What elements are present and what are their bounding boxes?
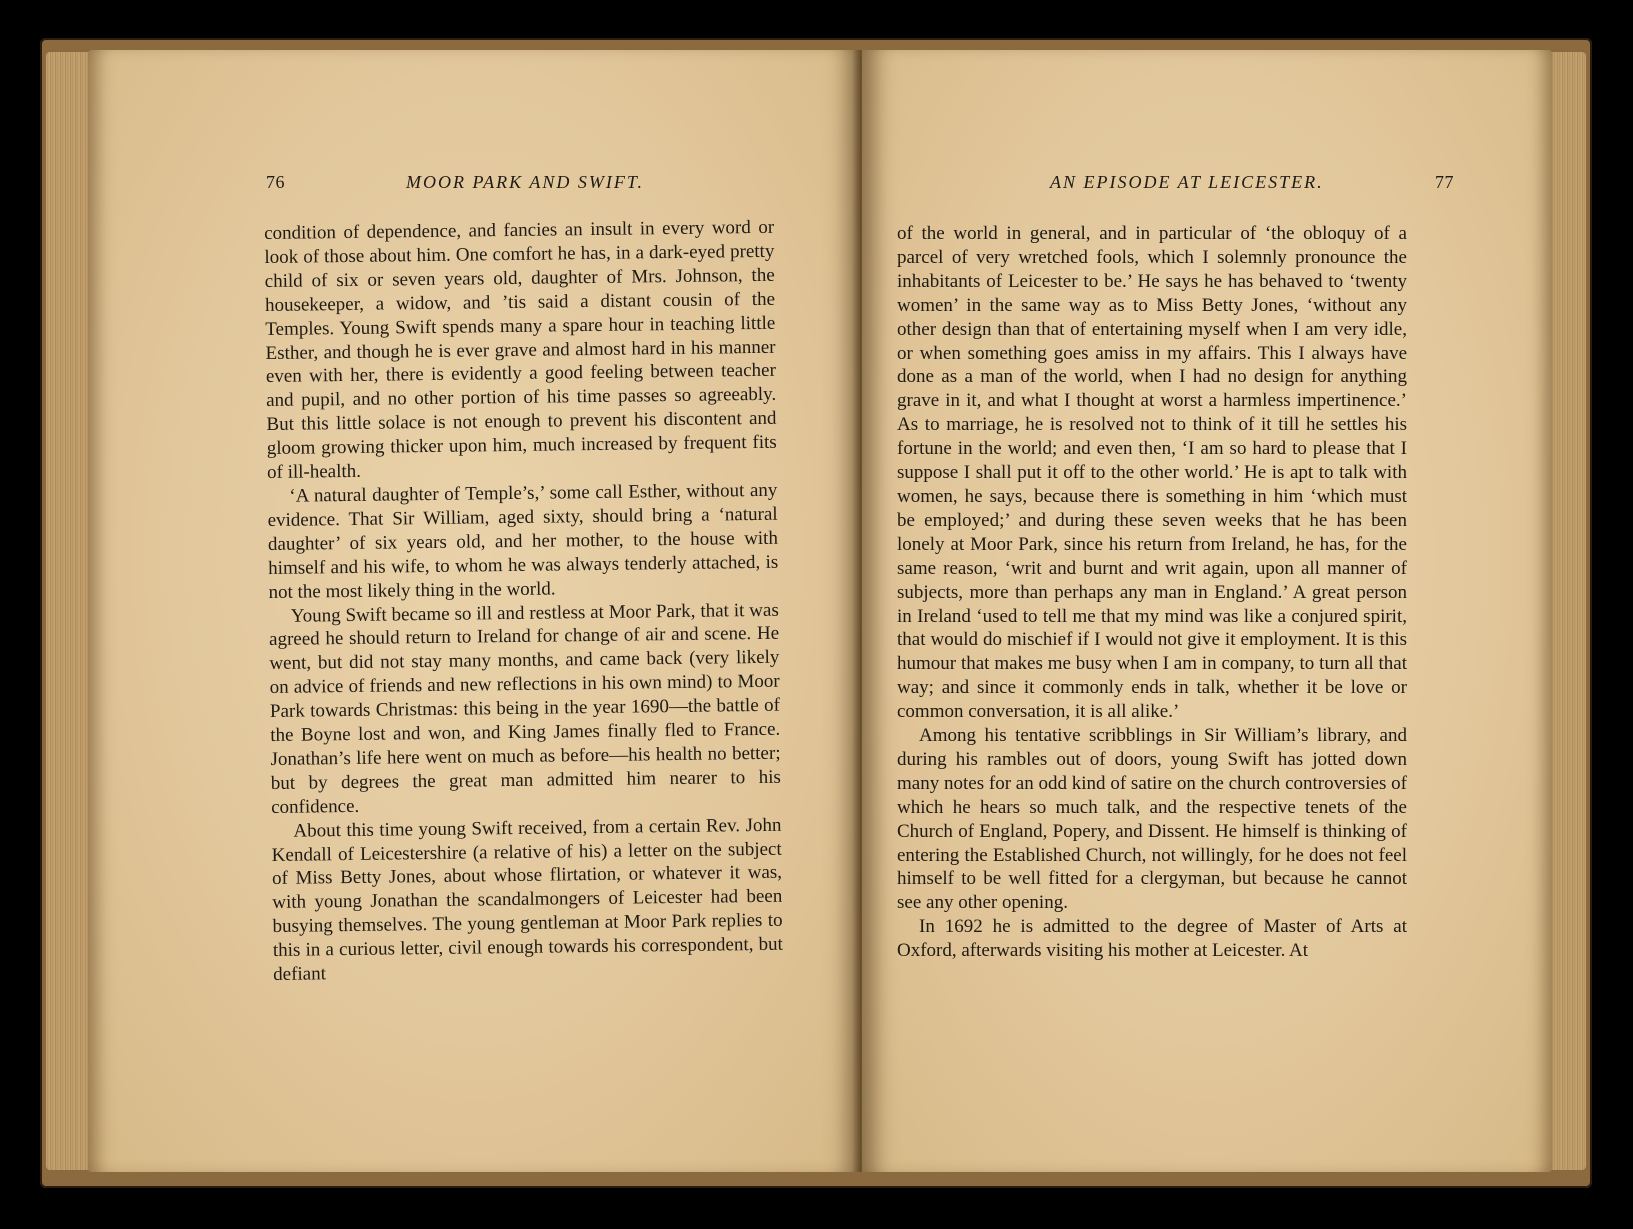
right-page-edges bbox=[1548, 52, 1586, 1170]
paragraph: Young Swift became so ill and restless at Moor Park, that it was agreed he should return to Ireland for change of air and scene. He went, but did not stay many months, and came back (very likely on advice of friends and new reflections in his own mind) to Moor Park towards Christmas: this being in the year 1690—the battle of the Boyne lost and won, and King James finally fled to France. Jonathan’s life here went on much as before—his health no better; but by degrees the great man admitted him nearer to his confidence. bbox=[268, 599, 781, 818]
left-page-number: 76 bbox=[266, 172, 285, 192]
left-page-header bbox=[266, 172, 786, 202]
paragraph: ‘A natural daughter of Temple’s,’ some call Esther, without any evidence. That Sir William, aged sixty, should bring a ‘natural daughter’ of six years old, and her mother, to the house with himself and his wife, to whom he was always tenderly attached, is not the most likely thing in the world. bbox=[267, 479, 779, 603]
right-running-head: AN EPISODE AT LEICESTER. bbox=[1050, 172, 1324, 192]
left-running-head: MOOR PARK AND SWIFT. bbox=[406, 172, 644, 192]
paragraph: Among his tentative scribblings in Sir William’s library, and during his rambles out of doors, young Swift has jotted down many notes for an odd kind of satire on the church controversies of which he hears so much talk, and the respective tenets of the Church of England, Popery, and Dissent. He himself is thinking of entering the Established Church, not willingly, for he does not feel himself to be well fitted for a clergyman, but because he cannot see any other opening. bbox=[897, 725, 1407, 914]
book-cover bbox=[40, 38, 1592, 1188]
left-page bbox=[88, 50, 860, 1172]
paragraph: About this time young Swift received, from a certain Rev. John Kendall of Leicestershire (a relative of his) a letter on the subject of Miss Betty Jones, about whose flirtation, or whatever it was, with young Jonathan the scandalmongers of Leicester had been busying themselves. The young gentleman at Moor Park replies to this in a curious letter, civil enough towards his correspondent, but defiant bbox=[271, 814, 783, 986]
right-page-body bbox=[897, 222, 1407, 963]
paragraph: In 1692 he is admitted to the degree of Master of Arts at Oxford, afterwards visiting his mother at Leicester. At bbox=[897, 916, 1407, 962]
left-page-edges bbox=[46, 52, 90, 1170]
right-page bbox=[862, 50, 1552, 1172]
right-page-header bbox=[1050, 172, 1490, 202]
paragraph: of the world in general, and in particular of ‘the obloquy of a parcel of very wretched fools, which I solemnly pronounce the inhabitants of Leicester to be.’ He says he has behaved to ‘twenty women’ in the same way as to Miss Betty Jones, ‘without any other design than that of entertaining myself when I am very idle, or when something goes amiss in my affairs. This I always have done as a man of the world, when I had no design for anything grave in it, and what I thought at worst a harmless impertinence.’ As to marriage, he is resolved not to think of it till he settles his fortune in the world; and even then, ‘I am so hard to please that I suppose I shall put it off to the other world.’ He is apt to talk with women, he says, because there is something in him ‘which must be employed;’ and during these seven weeks that he has been lonely at Moor Park, since his return from Ireland, he has, for the same reason, ‘writ and burnt and writ again, upon all manner of subjects, more than perhaps any man in England.’ A great person in Ireland ‘used to tell me that my mind was like a conjured spirit, that would do mischief if I would not give it employment. It is this humour that makes me busy when I am in company, to turn all that way; and since it commonly ends in talk, whether it be love or common conversation, it is all alike.’ bbox=[897, 223, 1407, 723]
paragraph: condition of dependence, and fancies an insult in every word or look of those about him. One comfort he has, in a dark-eyed pretty child of six or seven years old, daughter of Mrs. Johnson, the housekeeper, a widow, and ’tis said a distant cousin of the Temples. Young Swift spends many a spare hour in teaching little Esther, and though he is ever grave and almost hard in his manner even with her, there is evidently a good feeling between teacher and pupil, and no other portion of his time passes so agreeably. But this little solace is not enough to prevent his discontent and gloom growing thicker upon him, much increased by frequent fits of ill-health. bbox=[264, 216, 777, 484]
left-page-body bbox=[264, 216, 783, 987]
right-page-number: 77 bbox=[1435, 172, 1454, 192]
